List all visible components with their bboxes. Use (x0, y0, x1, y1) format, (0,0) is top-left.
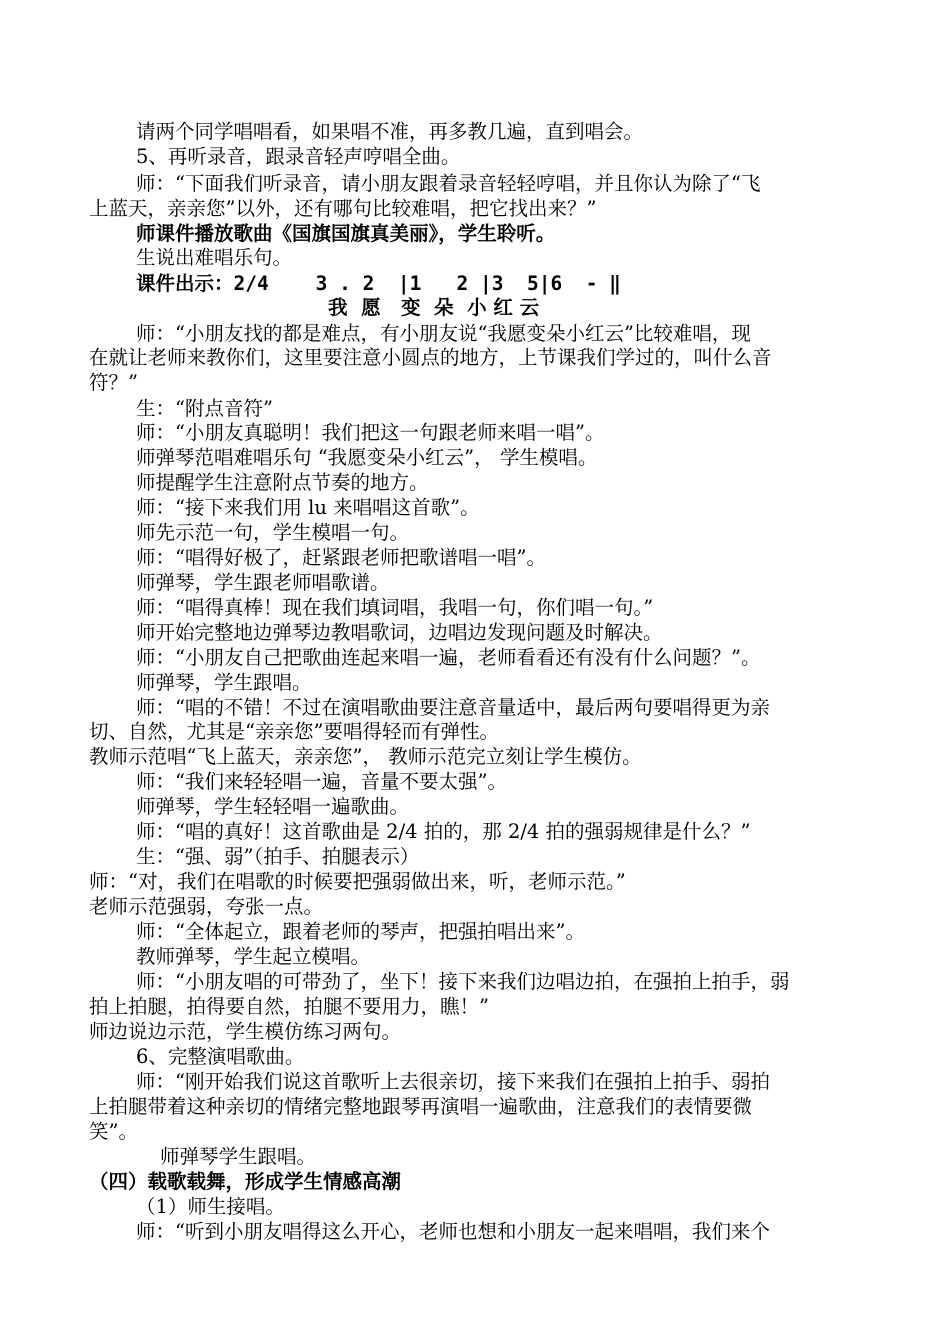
text-line: 拍上拍腿，拍得要自然，拍腿不要用力，瞧！” (89, 995, 489, 1018)
text-line-bold: 师课件播放歌曲《国旗国旗真美丽》，学生聆听。 (136, 222, 556, 245)
text-line: 师弹琴，学生跟唱。 (136, 671, 312, 694)
text-line: 切、自然，尤其是“亲亲您”要唱得轻而有弹性。 (89, 720, 499, 743)
section-heading: （四）载歌载舞，形成学生情感高潮 (89, 1170, 402, 1193)
text-line: 生：“附点音符” (136, 397, 273, 420)
text-line: 请两个同学唱唱看，如果唱不准，再多教几遍，直到唱会。 (136, 120, 644, 143)
text-line: 师：“小朋友找的都是难点，有小朋友说“我愿变朵小红云”比较难唱，现 (136, 322, 751, 345)
text-line: 在就让老师来教你们，这里要注意小圆点的地方，上节课我们学过的，叫什么音 (89, 346, 772, 369)
text-line: 师：“唱得真棒！现在我们填词唱，我唱一句，你们唱一句。” (136, 596, 654, 619)
text-line: 师：“下面我们听录音，请小朋友跟着录音轻轻哼唱，并且你认为除了“飞 (136, 172, 761, 195)
text-line: 师开始完整地边弹琴边教唱歌词，边唱边发现问题及时解决。 (136, 621, 663, 644)
text-line: 师：“我们来轻轻唱一遍，音量不要太强”。 (136, 770, 507, 793)
text-line: 上拍腿带着这种亲切的情绪完整地跟琴再演唱一遍歌曲，注意我们的表情要微 (89, 1095, 753, 1118)
text-line: 师：“刚开始我们说这首歌听上去很亲切，接下来我们在强拍上拍手、弱拍 (136, 1070, 770, 1093)
text-line: 师弹琴，学生轻轻唱一遍歌曲。 (136, 795, 410, 818)
text-line: 师：“唱的真好！这首歌曲是 2/4 拍的，那 2/4 拍的强弱规律是什么？” (136, 820, 751, 843)
text-line: 笑”。 (89, 1120, 138, 1143)
text-line: 师：“小朋友自己把歌曲连起来唱一遍，老师看看还有没有什么问题？”。 (136, 646, 761, 669)
text-line: 上蓝天，亲亲您”以外，还有哪句比较难唱，把它找出来？” (89, 197, 597, 220)
text-line: 师提醒学生注意附点节奏的地方。 (136, 471, 429, 494)
text-line: 6、完整演唱歌曲。 (136, 1045, 305, 1068)
text-line: 师：“听到小朋友唱得这么开心，老师也想和小朋友一起来唱唱，我们来个 (136, 1220, 770, 1243)
text-line: 师弹琴范唱难唱乐句 “我愿变朵小红云”， 学生模唱。 (136, 446, 598, 469)
text-line: 师边说边示范，学生模仿练习两句。 (89, 1020, 402, 1043)
text-line: 符？” (89, 371, 138, 394)
text-line: 师弹琴，学生跟老师唱歌谱。 (136, 571, 390, 594)
text-line: 师先示范一句，学生模唱一句。 (136, 521, 410, 544)
text-line: 5、再听录音，跟录音轻声哼唱全曲。 (136, 145, 461, 168)
text-line: 师：“小朋友真聪明！我们把这一句跟老师来唱一唱”。 (136, 421, 605, 444)
text-line: 师：“唱的不错！不过在演唱歌曲要注意音量适中，最后两句要唱得更为亲 (136, 696, 770, 719)
text-line: 师：“唱得好极了，赶紧跟老师把歌谱唱一唱”。 (136, 546, 546, 569)
text-line: 师弹琴学生跟唱。 (160, 1145, 317, 1168)
text-line: （1）师生接唱。 (136, 1195, 285, 1218)
text-line: 师：“全体起立，跟着老师的琴声，把强拍唱出来”。 (136, 920, 585, 943)
text-line: 老师示范强弱，夸张一点。 (89, 895, 324, 918)
text-line: 师：“小朋友唱的可带劲了，坐下！接下来我们边唱边拍，在强拍上拍手，弱 (136, 970, 790, 993)
text-line: 生说出难唱乐句。 (136, 246, 293, 269)
text-line: 生：“强、弱”（拍手、拍腿表示） (136, 845, 420, 868)
text-line: 师：“对，我们在唱歌的时候要把强弱做出来，听，老师示范。” (89, 870, 626, 893)
lyrics-line: 我 愿 变 朵 小 红 云 (328, 296, 540, 319)
score-line: 课件出示：2/4 3 . 2 |1 2 |3 5|6 - ‖ (136, 272, 621, 295)
text-line: 师：“接下来我们用 lu 来唱唱这首歌”。 (136, 496, 480, 519)
text-line: 教师弹琴，学生起立模唱。 (136, 945, 371, 968)
text-line: 教师示范唱“飞上蓝天，亲亲您”， 教师示范完立刻让学生模仿。 (89, 745, 642, 768)
